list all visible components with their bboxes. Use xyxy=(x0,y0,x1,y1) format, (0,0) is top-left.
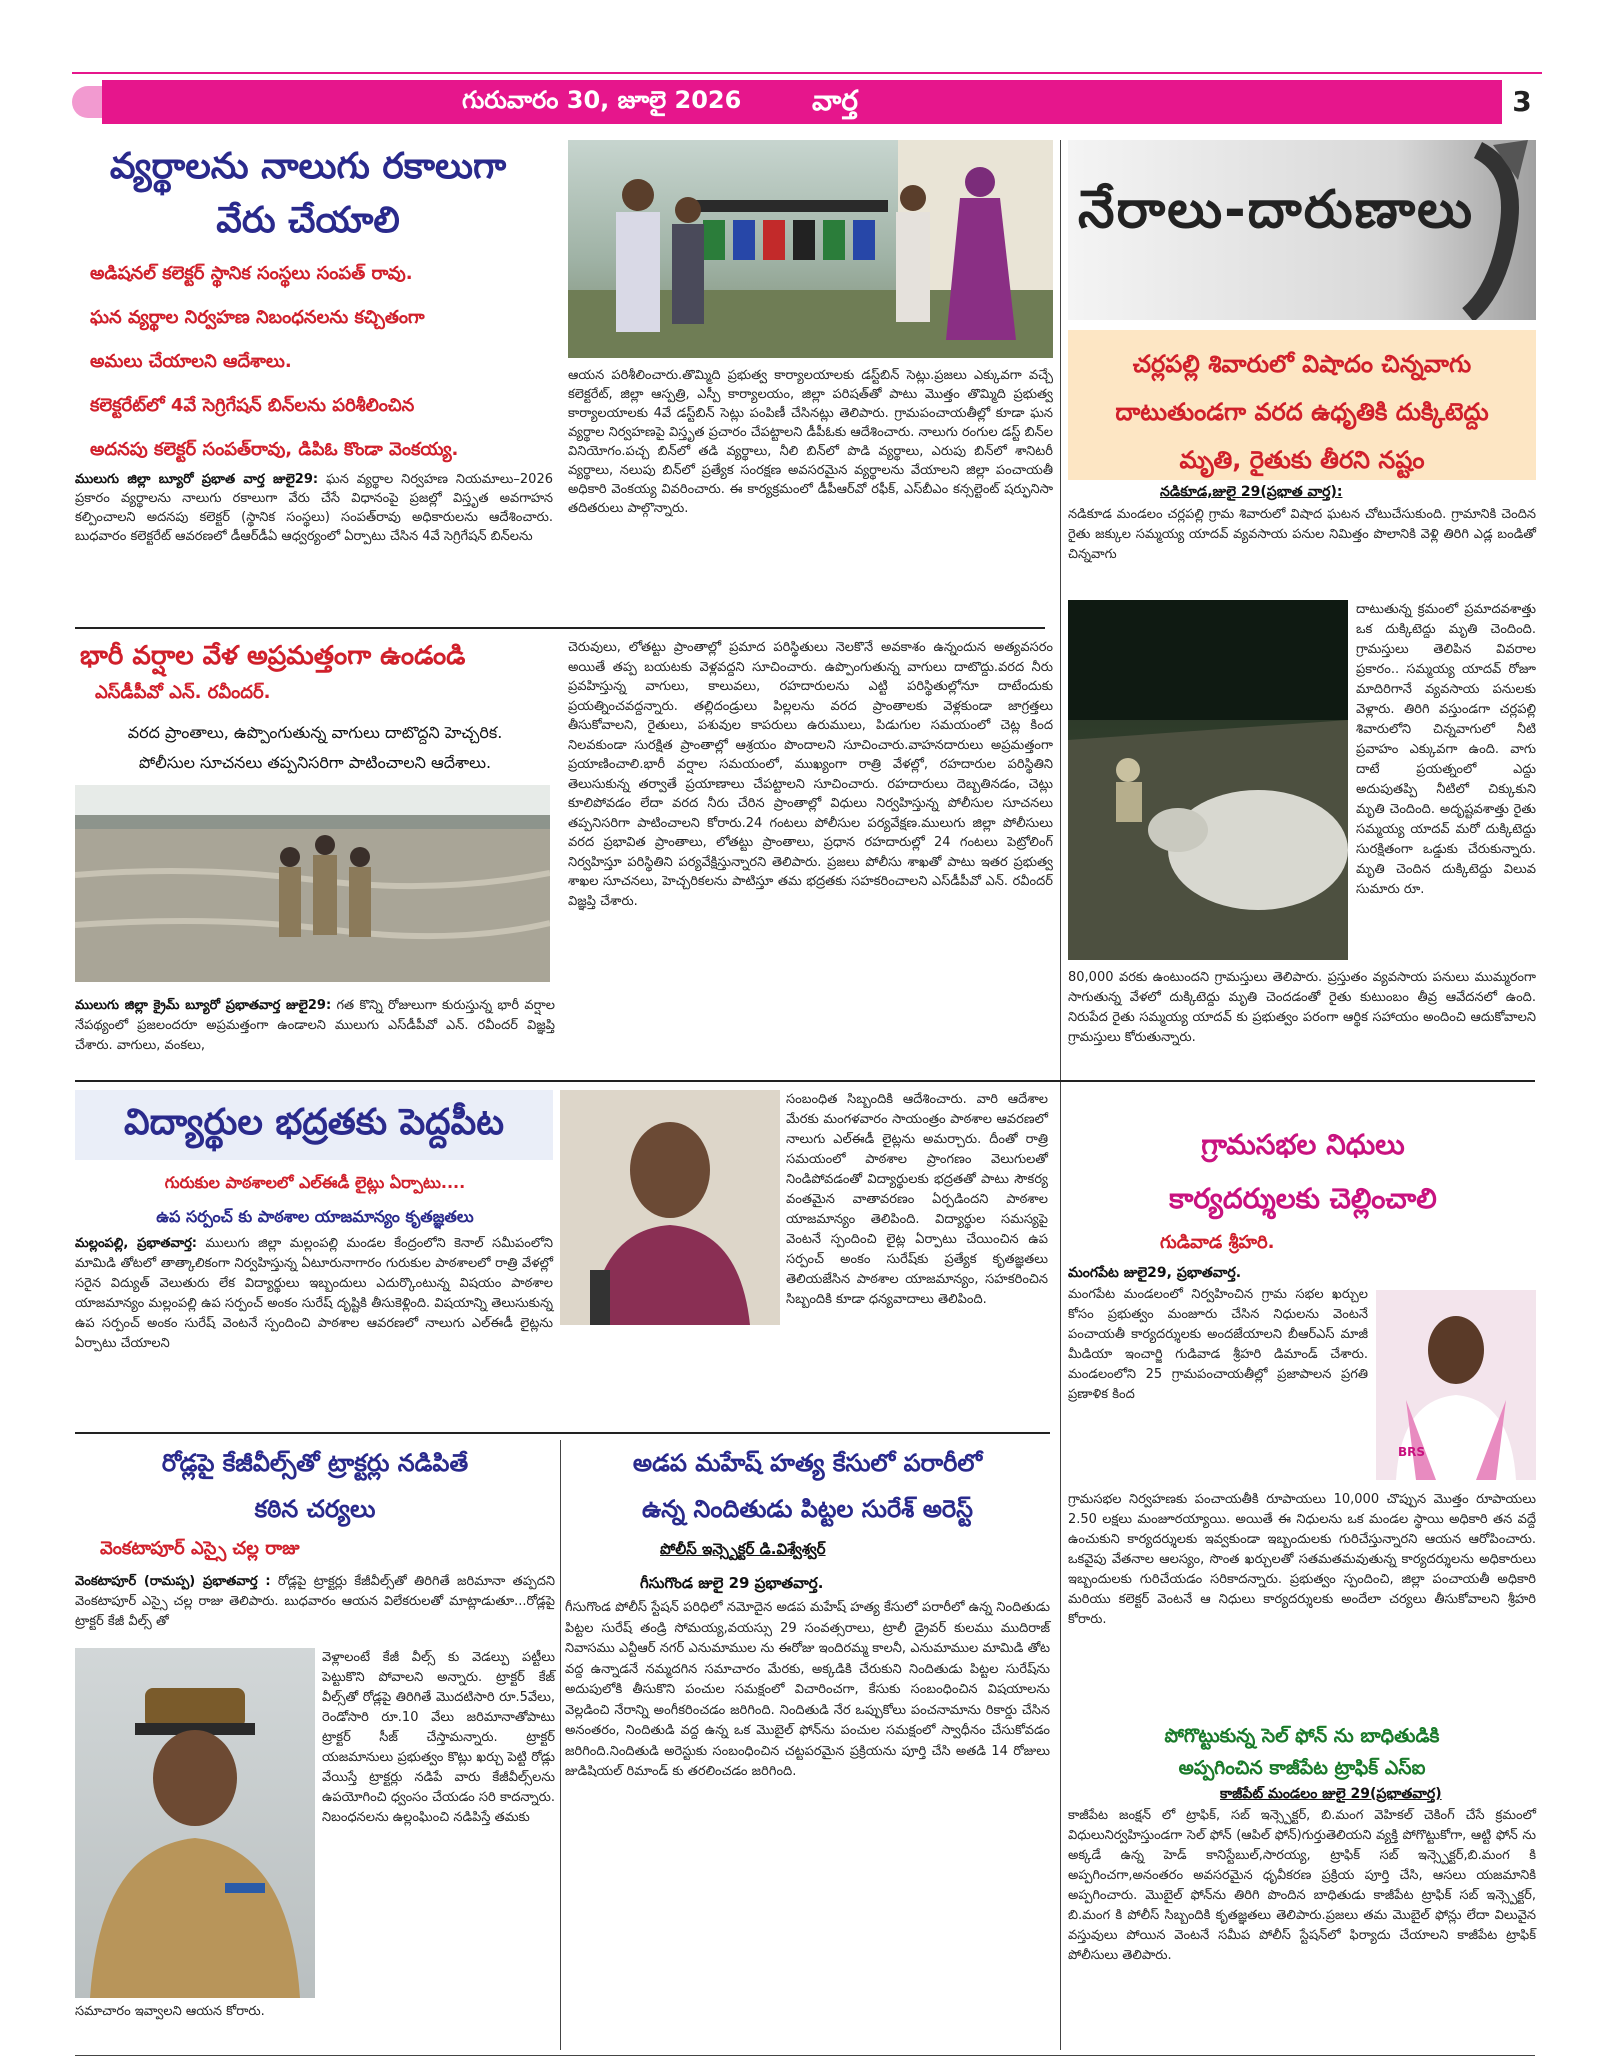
article5-body-bottom: గ్రామసభల నిర్వహణకు పంచాయతీకి రూపాయలు 10,000 చొప్పున మొత్తం రూపాయలు 2.50 లక్షలు మంజూరయ్యాయి. అయితే ఈ నిధులను ఒక మండల స్థాయి అధికారి తన వద్దే ఉంచుకుని కార్యదర్శులకు ఇవ్వకుండా ఇబ్బందులకు గురిచేస్తున్నారని ఆయన ఆరోపించారు. ఒకవైపు వేతనాల ఆలస్యం, సొంత ఖర్చులతో సతమతమవుతున్న కార్యదర్శులను అధికారులు ఇబ్బందులకు గురిచేయడం సరికాదన్నారు. ప్రభుత్వం స్పందించి, జిల్లా పంచాయతీ అధికారి మరియు కలెక్టర్ వెంటనే ఆ నిధులు కార్యదర్శులకు అందేలా చర్యలు తీసుకోవాలని శ్రీహరి కోరారు. xyxy=(1068,1492,1536,1627)
article4-photo-deputy-sarpanch xyxy=(560,1090,780,1325)
article7-headline xyxy=(565,1440,1050,1532)
top-rule xyxy=(72,72,1542,74)
article1-dateline: ములుగు జిల్లా బ్యూరో ప్రభాత వార్త జులై29: xyxy=(75,472,319,487)
article6-body-top-text: రోడ్లపై ట్రాక్టర్లు కేజీవీల్స్‌తో తిరిగితే జరిమానా తప్పదని వెంకటాపూర్ ఎస్సై చల్ల రాజు తెలిపారు. బుధవారం ఆయన విలేకరులతో మాట్లాడుతూ...రోడ్లపై ట్రాక్టర్ కేజీ వీల్స్ తో xyxy=(75,1574,556,1629)
article1-body-left-text: ఘన వ్యర్థాల నిర్వహణ నియమాలు–2026 ప్రకారం వ్యర్థాలను నాలుగు రకాలుగా వేరు చేసే విధానంపై ప్రజల్లో విస్తృత అవగాహన కల్పించాలని అదనపు కలెక్టర్ (స్థానిక సంస్థలు) సంపత్‌రావు అధికారులను ఆదేశించారు. బుధవారం కలెక్టరేట్ ఆవరణలో డీఆర్‌డీఏ ఆధ్వర్యంలో ఏర్పాటు చేసిన 4వే సెగ్రిగేషన్ బిన్‌లను xyxy=(75,472,553,544)
article6-headline-line1: రోడ్లపై కేజీవీల్స్‌తో ట్రాక్టర్లు నడిపితే xyxy=(161,1449,469,1477)
article5-photo-srihari xyxy=(1376,1290,1536,1480)
article7-dateline: గీసుగొండ జులై 29 ప్రభాతవార్త. xyxy=(640,1574,824,1592)
article4-headline: విద్యార్థుల భద్రతకు పెద్దపీట xyxy=(124,1102,504,1143)
article2-body-left xyxy=(75,996,555,1056)
divider xyxy=(75,1432,1050,1434)
article1-body-right: ఆయన పరిశీలించారు.తొమ్మిది ప్రభుత్వ కార్యాలయాలకు డస్ట్‌బిన్ సెట్లు.ప్రజలు ఎక్కువగా వచ్చే కలెక్టరేట్, జిల్లా ఆస్పత్రి, ఎస్పీ కార్యాలయం, జిల్లా పరిషత్‌తో పాటు మొత్తం తొమ్మిది ప్రభుత్వ కార్యాలయాలకు 4వే డస్ట్‌బిన్ సెట్లు పంపిణీ చేసినట్లు తెలిపారు. గ్రామపంచాయతీల్లో కూడా ఘన వ్యర్థాల నిర్వహణపై విస్తృత ప్రచారం చేపట్టాలని డీపీఓకు ఆదేశించారు. నాలుగు రంగుల డస్ట్ బిన్‌ల వినియోగం.పచ్చ బిన్‌లో తడి వ్యర్థాలు, నీలి బిన్‌లో పొడి వ్యర్థాలు, ఎరుపు బిన్‌లో శానిటరీ వ్యర్థాలు, నలుపు బిన్‌లో ప్రత్యేక సంరక్షణ అవసరమైన వ్యర్థాలను వేయాలని జిల్లా పంచాయతీ అధికారి వెంకయ్య వివరించారు. ఈ కార్యక్రమంలో డీపీఆర్‌వో రఫీక్, ఎస్‌బీఎం కన్సల్టెంట్ షర్ఫునిసా తదితరులు పాల్గొన్నారు. xyxy=(568,368,1053,516)
article7-headline-line2: ఉన్న నిందితుడు పిట్టల సురేశ్ అరెస్ట్ xyxy=(641,1495,974,1523)
article5-headline-line2: కార్యదర్శులకు చెల్లించాలి xyxy=(1169,1182,1437,1215)
article5-dateline: మంగపేట జులై29, ప్రభాతవార్త. xyxy=(1068,1265,1242,1281)
article8-headline xyxy=(1068,1720,1536,1784)
flood-river-image xyxy=(75,785,550,982)
article1-body-left xyxy=(75,470,553,546)
divider xyxy=(75,627,1045,629)
article2-summary xyxy=(75,718,555,778)
crime-banner-title: నేరాలు-దారుణాలు xyxy=(1078,180,1475,240)
masthead-date: గురువారం 30, జూలై 2026 xyxy=(462,86,742,114)
article5-body-side: మంగపేట మండలంలో నిర్వహించిన గ్రామ సభల ఖర్చుల కోసం ప్రభుత్వం మంజూరు చేసిన నిధులను వెంటనే పంచాయతీ కార్యదర్శులకు అందజేయాలని బీఆర్‌ఎస్ మాజీ మీడియా ఇంచార్జి గుడివాడ శ్రీహరి డిమాండ్ చేశారు. మండలంలోని 25 గ్రామపంచాయతీల్లో ప్రజాపాలన ప్రగతి ప్రణాళిక కింద xyxy=(1068,1287,1368,1402)
article2-byline: ఎస్‌డీపీవో ఎన్. రవీందర్. xyxy=(95,682,271,703)
article7-credit: పోలీస్ ఇన్స్పెక్టర్ డి.విశ్వేశ్వర్ xyxy=(660,1540,826,1558)
article6-headline xyxy=(75,1440,555,1532)
article3-headline-line2: దాటుతుండగా వరద ఉధృతికి దుక్కిటెద్దు xyxy=(1115,398,1489,426)
article3-body-side: దాటుతున్న క్రమంలో ప్రమాదవశాత్తు ఒక దుక్కిటెద్దు మృతి చెందింది. గ్రామస్తులు తెలిపిన వివరాల ప్రకారం.. సమ్మయ్య యాదవ్ రోజూ మాదిరిగానే వ్యవసాయ పనులకు వెళ్లారు. తిరిగి వస్తుండగా చర్లపల్లి శివారులోని చిన్నవాగులో నీటి ప్రవాహం ఎక్కువగా ఉంది. వాగు దాటే ప్రయత్నంలో ఎద్దు అదుపుతప్పి నీటిలో చిక్కుకుని మృతి చెందింది. అదృష్టవశాత్తు రైతు సమ్మయ్య యాదవ్ మరో దుక్కిటెద్దు సురక్షితంగా ఒడ్డుకు చేరుకున్నారు. మృతి చెందిన దుక్కిటెద్దు విలువ సుమారు రూ. xyxy=(1356,602,1536,897)
article8-body: కాజీపేట జంక్షన్ లో ట్రాఫిక్, సబ్ ఇన్స్పెక్టర్, బి.మంగ వెహికల్ చెకింగ్ చేసే క్రమంలో విధులునిర్వహిస్తుండగా సెల్ ఫోన్ (ఆపిల్ ఫోన్)గుర్తుతెలియని వ్యక్తి పోగొట్టుకోగా, ఆట్టి ఫోన్ ను అక్కడే ఉన్న హెడ్ కానిస్టేబుల్,సారయ్య, ట్రాఫిక్ సబ్ ఇన్స్పెక్టర్,బి.మంగ కి అప్పగించగా,అనంతరం అవసరమైన ధృవీకరణ ప్రక్రియ పూర్తి చేసి, ఆసలు యజమానికి అప్పగించారు. మొబైల్ ఫోన్‌ను తిరిగి పొందిన బాధితుడు కాజీపేట ట్రాఫిక్ సబ్ ఇన్స్పెక్టర్, బి.మంగ కి పోలీస్ సిబ్బందికి కృతజ్ఞతలు తెలిపారు.ప్రజలు తమ మొబైల్ ఫోన్లు లేదా విలువైన వస్తువులు పోయిన వెంటనే సమీప పోలీస్ స్టేషన్‌లో ఫిర్యాదు చేయాలని కాజీపేట ట్రాఫిక్ పోలీసులు తెలిపారు. xyxy=(1068,1808,1536,1963)
article6-photo-si xyxy=(75,1648,315,1998)
newspaper-logo: వార్త xyxy=(812,84,858,117)
article1-sub3: అమలు చేయాలని ఆదేశాలు. xyxy=(90,351,292,372)
article1-photo-dustbins xyxy=(568,140,1053,358)
article5-headline xyxy=(1070,1118,1536,1226)
article1-sub1: అడిషనల్ కలెక్టర్ స్థానిక సంస్థలు సంపత్ రావు. xyxy=(90,263,413,284)
dead-ox-image xyxy=(1068,600,1348,960)
column-divider xyxy=(1060,1090,1061,2050)
article4-body-left xyxy=(75,1234,553,1354)
article2-dateline: ములుగు జిల్లా క్రైమ్ బ్యూరో ప్రభాతవార్త జులై29: xyxy=(75,998,332,1013)
article3-body-top: నడికూడ మండలం చర్లపల్లి గ్రామ శివారులో విషాద ఘటన చోటుచేసుకుంది. గ్రామానికి చెందిన రైతు జక్కుల సమ్మయ్య యాదవ్ వ్యవసాయ పనుల నిమిత్తం పొలానికి వెళ్లి తిరిగి ఎడ్ల బండితో చిన్నవాగు xyxy=(1068,507,1536,562)
article1-sub4: కలెక్టరేట్‌లో 4వే సెగ్రిగేషన్ బిన్‌లను పరిశీలించిన xyxy=(90,395,415,416)
column-divider xyxy=(560,1440,561,2050)
article2-body-right: చెరువులు, లోతట్టు ప్రాంతాల్లో ప్రమాద పరిస్థితులు నెలకొనే అవకాశం ఉన్నందున అత్యవసరం అయితే తప్ప బయటకు వెళ్లవద్దని సూచించారు. ఉప్పొంగుతున్న వాగులు దాటొద్దు.వరద నీరు ప్రవహిస్తున్న వాగులు, కాలువలు, రహదారులను ఎట్టి పరిస్థితుల్లోనూ దాటేందుకు ప్రయత్నించవద్దన్నారు. తల్లిదండ్రులు పిల్లలను వరద ప్రాంతాలకు వెళ్లకుండా జాగ్రత్తలు తీసుకోవాలని, రైతులు, పశువుల కాపరులు ఉరుములు, పిడుగుల సమయంలో చెట్ల కింద నిలవకుండా సురక్షిత ప్రాంతాల్లో ఆశ్రయం పొందాలని సూచించారు.వాహనదారులు అప్రమత్తంగా ప్రయాణించాలి.భారీ వర్షాల సమయంలో, ముఖ్యంగా రాత్రి వేళల్లో, రహదారుల పరిస్థితిని తెలుసుకున్న తర్వాతే ప్రయాణాలు చేపట్టాలని సూచించారు. రహదారులు దెబ్బతినడం, చెట్లు కూలిపోవడం లేదా వరద నీరు చేరిన ప్రాంతాల్లో విధులు నిర్వహిస్తున్న పోలీసుల సూచనలు తప్పనిసరిగా పాటించాలని కోరారు.24 గంటలు పోలీసుల పర్యవేక్షణ.ములుగు జిల్లా పోలీసులు వరద ప్రభావిత ప్రాంతాలు, లోతట్టు ప్రాంతాలు, ప్రధాన రహదారుల్లో 24 గంటలు పెట్రోలింగ్ నిర్వహిస్తూ పరిస్థితిని పర్యవేక్షిస్తున్నారని తెలిపారు. ప్రజలు పోలీసు శాఖతో పాటు ఇతర ప్రభుత్వ శాఖల సూచనలు, హెచ్చరికలను పాటిస్తూ తమ భద్రతకు సహకరించాలని ఎస్‌డీపీవో ఎన్. రవీందర్ విజ్ఞప్తి చేశారు. xyxy=(568,640,1053,909)
portrait-image xyxy=(560,1090,780,1325)
masthead-band xyxy=(102,80,1512,124)
article7-headline-line1: అడప మహేష్ హత్య కేసులో పరారీలో xyxy=(632,1449,983,1477)
article4-body-left-text: ములుగు జిల్లా మల్లంపల్లి మండల కేంద్రంలోని కెనాల్ సమీపంలోని మామిడి తోటలో తాత్కాలికంగా నిర్వహిస్తున్న ఏటూరునాగారం గురుకుల పాఠశాలలో రాత్రి వేళల్లో సరైన విద్యుత్ వెలుతురు లేక విద్యార్థులు ఇబ్బందులు ఎదుర్కొంటున్న విషయం పాఠశాల యాజమాన్యం మల్లంపల్లి ఉప సర్పంచ్ అంకం సురేష్ దృష్టికి తీసుకెళ్లింది. విషయాన్ని తెలుసుకున్న ఉప సర్పంచ్ అంకం సురేష్ వెంటనే స్పందించి పాఠశాల ఆవరణలో నాలుగు ఎల్‌ఈడీ లైట్లను ఏర్పాటు చేయాలని xyxy=(75,1236,553,1351)
article3-headline-line1: చర్లపల్లి శివారులో విషాదం చిన్నవాగు xyxy=(1132,350,1472,378)
article8-headline-line1: పోగొట్టుకున్న సెల్ ఫోన్ ను బాధితుడికి xyxy=(1164,1725,1440,1747)
article2-photo-flood xyxy=(75,785,550,982)
article7-body: గీసుగొండ పోలీస్ స్టేషన్ పరిధిలో నమోదైన అడప మహేష్ హత్య కేసులో పరారీలో ఉన్న నిందితుడు పిట్టల సురేష్ తండ్రి సోమయ్య,వయస్సు 29 సంవత్సరాలు, ట్రాలీ డ్రైవర్ కులము ముదిరాజ్ నివాసము ఎన్టీఆర్ నగర్ ఎనుమాముల ను ఈరోజు ఇందిరమ్మ కాలనీ, ఎనుమాముల మామిడి తోట వద్ద ఉన్నాడనే నమ్మదగిన సమాచారం మేరకు, అక్కడికి చేరుకుని నిందితుడు పిట్టల సురేష్‌ను అదుపులోకి తీసుకొని పంచుల సమక్షంలో విచారించగా, కేసుకు సంబంధించిన విషయాలను వెల్లడించి నేరాన్ని అంగీకరించడం జరిగింది. నిందితుడి నేర ఒప్పుకోలు పంచనామాను రికార్డు చేసిన అనంతరం, నిందితుడి వద్ద ఉన్న ఒక మొబైల్ ఫోన్‌ను పంచుల సమక్షంలో స్వాధీనం చేసుకోవడం జరిగింది.నిందితుడి అరెస్టుకు సంబంధించిన చట్టపరమైన ప్రక్రియను పూర్తి చేసి అతడి 14 రోజులు జుడిషియల్ రిమాండ్ కు తరలించడం జరిగింది. xyxy=(565,1600,1050,1779)
article6-body-top xyxy=(75,1572,555,1632)
article4-dateline: మల్లంపల్లి, ప్రభాతవార్త: xyxy=(75,1236,198,1251)
article3-headline xyxy=(1068,340,1536,484)
article5-headline-line1: గ్రామసభల నిధులు xyxy=(1201,1128,1405,1161)
article6-body-bottom: సమాచారం ఇవ్వాలని ఆయన కోరారు. xyxy=(75,2004,265,2019)
article4-body-right: సంబంధిత సిబ్బందికి ఆదేశించారు. వారి ఆదేశాల మేరకు మంగళవారం సాయంత్రం పాఠశాల ఆవరణలో నాలుగు ఎల్‌ఈడీ లైట్లను అమర్చారు. దీంతో రాత్రి సమయంలో పాఠశాల ప్రాంగణం వెలుగులతో నిండిపోవడంతో విద్యార్థులకు భద్రతతో పాటు సౌకర్య వంతమైన వాతావరణం ఏర్పడిందని పాఠశాల యాజమాన్యం తెలిపింది. విద్యార్థుల సమస్యపై వెంటనే స్పందించి లైట్ల ఏర్పాటు చేయించిన ఉప సర్పంచ్ అంకం సురేష్‌కు ప్రత్యేక కృతజ్ఞతలు తెలియజేసిన పాఠశాల యాజమాన్యం, సహకరించిన సిబ్బందికి కూడా ధన్యవాదాలు తెలిపింది. xyxy=(786,1092,1048,1307)
article1-headline-line2: వేరు చేయాలి xyxy=(216,200,400,241)
article3-photo-ox xyxy=(1068,600,1348,960)
article1-headline-line1: వ్యర్థాలను నాలుగు రకాలుగా xyxy=(109,146,507,187)
masthead xyxy=(72,80,1542,124)
article6-body-side: వెళ్లాలంటే కేజీ వీల్స్ కు వెడల్పు పట్టీలు పెట్టుకొని పోవాలని అన్నారు. ట్రాక్టర్ కేజ్ వీల్స్‌తో రోడ్లపై తిరిగితే మొదటిసారి రూ.5వేలు, రెండోసారి రూ.10 వేలు జరిమానాతోపాటు ట్రాక్టర్ సీజ్ చేస్తామన్నారు. ట్రాక్టర్ యజమానులు ప్రభుత్వం కొట్లు ఖర్చు పెట్టి రోడ్లు వేయిస్తే ట్రాక్టర్లు నడిపే వారు కేజీవీల్స్‌లను ఉపయోగించి ధ్వంసం చేయడం సరి కాదన్నారు. నిబంధనలను ఉల్లంఘించి నడిపిస్తే తమకు xyxy=(322,1650,555,1825)
article6-dateline: వెంకటాపూర్ (రామప్ప) ప్రభాతవార్త : xyxy=(75,1574,271,1589)
article2-body-left-text: గత కొన్ని రోజులుగా కురుస్తున్న భారీ వర్షాల నేపథ్యంలో ప్రజలందరూ అప్రమత్తంగా ఉండాలని ములుగు ఎస్‌డీపీవో ఎన్. రవీందర్ విజ్ఞప్తి చేశారు. వాగులు, వంకలు, xyxy=(75,998,555,1053)
article2-summary2: పోలీసుల సూచనలు తప్పనిసరిగా పాటించాలని ఆదేశాలు. xyxy=(138,753,492,772)
knife-hand-icon xyxy=(1438,140,1536,320)
article4-subheads xyxy=(80,1166,550,1234)
article1-subheads xyxy=(90,252,550,472)
article4-sub1: గురుకుల పాఠశాలలో ఎల్‌ఈడీ లైట్లు ఏర్పాటు.... xyxy=(164,1173,466,1192)
brs-badge: BRS xyxy=(1398,1445,1426,1459)
article2-headline: భారీ వర్షాల వేళ అప్రమత్తంగా ఉండండి xyxy=(80,641,466,671)
article6-headline-line2: కఠిన చర్యలు xyxy=(254,1495,376,1523)
article8-dateline: కాజీపేట్ మండలం జులై 29(ప్రభాతవార్త) xyxy=(1220,1786,1442,1802)
police-officer-portrait xyxy=(75,1648,315,1998)
dustbins-scene-image xyxy=(568,140,1053,358)
article3-headline-line3: మృతి, రైతుకు తీరని నష్టం xyxy=(1179,446,1425,474)
crime-column-banner xyxy=(1068,140,1536,320)
article2-summary1: వరద ప్రాంతాలు, ఉప్పొంగుతున్న వాగులు దాటొద్దని హెచ్చరిక. xyxy=(127,723,503,742)
page-number: 3 xyxy=(1502,80,1542,124)
article1-headline xyxy=(78,140,538,248)
column-divider xyxy=(1060,140,1061,1140)
article5-byline: గుడివాడ శ్రీహరి. xyxy=(1160,1232,1275,1253)
divider xyxy=(75,1080,1535,1082)
article6-byline: వెంకటాపూర్ ఎస్సై చల్ల రాజు xyxy=(100,1538,300,1559)
article3-body-bottom: 80,000 వరకు ఉంటుందని గ్రామస్తులు తెలిపారు. ప్రస్తుతం వ్యవసాయ పనులు ముమ్మరంగా సాగుతున్న వేళలో దుక్కిటెద్దు మృతి చెందడంతో రైతు కుటుంబం తీవ్ర ఆవేదనలో ఉంది. నిరుపేద రైతు సమ్మయ్య యాదవ్ కు ప్రభుత్వం పరంగా ఆర్థిక సహాయం అందించి ఆదుకోవాలని గ్రామస్తులు కోరుతున్నారు. xyxy=(1068,970,1536,1045)
page-bottom-rule xyxy=(75,2055,1535,2056)
article1-sub5: అదనపు కలెక్టర్ సంపత్‌రావు, డిపిఓ కొండా వెంకయ్య. xyxy=(90,439,459,460)
article1-sub2: ఘన వ్యర్థాల నిర్వహణ నిబంధనలను కచ్చితంగా xyxy=(90,307,425,328)
article3-dateline: నడికూడ,జులై 29(ప్రభాత వార్త): xyxy=(1160,484,1343,500)
article4-sub2: ఉప సర్పంచ్ కు పాఠశాల యాజమాన్యం కృతజ్ఞతలు xyxy=(156,1207,474,1226)
article8-headline-line2: అప్పగించిన కాజీపేట ట్రాఫిక్ ఎస్ఐ xyxy=(1178,1757,1426,1779)
